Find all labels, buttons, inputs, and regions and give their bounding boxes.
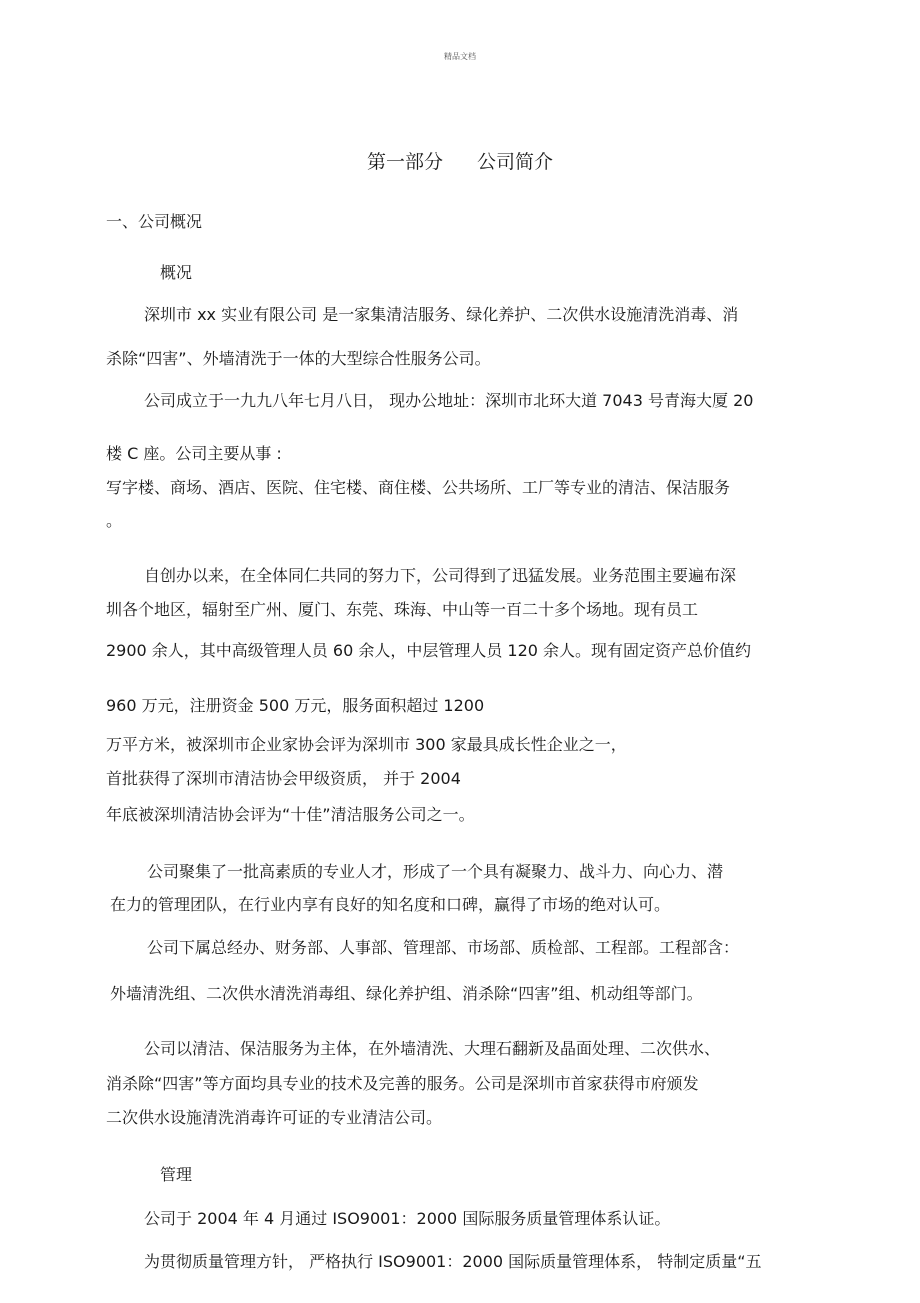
subheading-management: 管理 — [160, 1165, 193, 1184]
paragraph-line: 外墙清洗组、二次供水清洗消毒组、绿化养护组、消杀除“四害”组、机动组等部门。 — [110, 984, 703, 1003]
paragraph-line: 。 — [106, 511, 123, 530]
page-title — [0, 150, 920, 174]
page-header: 精品文档 — [444, 52, 476, 61]
paragraph-line: 在力的管理团队，在行业内享有良好的知名度和口碑，赢得了市场的绝对认可。 — [110, 895, 671, 914]
paragraph-line: 消杀除“四害”等方面均具专业的技术及完善的服务。公司是深圳市首家获得市府颁发 — [106, 1074, 699, 1093]
paragraph-line: 二次供水设施清洗消毒许可证的专业清洁公司。 — [106, 1108, 443, 1127]
paragraph-line: 自创办以来，在全体同仁共同的努力下，公司得到了迅猛发展。业务范围主要遍布深 — [144, 566, 737, 585]
title-part: 第一部分 — [366, 151, 443, 173]
paragraph-line: 为贯彻质量管理方针， 严格执行 ISO9001：2000 国际质量管理体系， 特制定质量“五 — [144, 1252, 762, 1271]
paragraph-line: 深圳市 xx 实业有限公司 是一家集清洁服务、绿化养护、二次供水设施清洗消毒、消 — [144, 305, 739, 324]
paragraph-line: 首批获得了深圳市清洁协会甲级资质， 并于 2004 — [106, 769, 461, 788]
paragraph-line: 公司聚集了一批高素质的专业人才，形成了一个具有凝聚力、战斗力、向心力、潜 — [147, 862, 724, 881]
title-name: 公司简介 — [477, 151, 554, 173]
paragraph-line: 圳各个地区，辐射至广州、厦门、东莞、珠海、中山等一百二十多个场地。现有员工 — [106, 600, 699, 619]
paragraph-line: 年底被深圳清洁协会评为“十佳”清洁服务公司之一。 — [106, 805, 475, 824]
paragraph-line: 公司以清洁、保洁服务为主体，在外墙清洗、大理石翻新及晶面处理、二次供水、 — [144, 1039, 721, 1058]
paragraph-line: 写字楼、商场、酒店、医院、住宅楼、商住楼、公共场所、工厂等专业的清洁、保洁服务 — [106, 478, 731, 497]
paragraph-line: 杀除“四害”、外墙清洗于一体的大型综合性服务公司。 — [106, 349, 491, 368]
section-heading: 一、公司概况 — [106, 212, 203, 231]
paragraph-line: 2900 余人，其中高级管理人员 60 余人，中层管理人员 120 余人。现有固定资产总价值约 — [106, 641, 752, 660]
paragraph-line: 万平方米，被深圳市企业家协会评为深圳市 300 家最具成长性企业之一， — [106, 735, 627, 754]
paragraph-line: 公司成立于一九九八年七月八日， 现办公地址：深圳市北环大道 7043 号青海大厦 20 — [144, 391, 754, 410]
paragraph-line: 楼 C 座。公司主要从事 : — [106, 444, 282, 463]
subheading-overview: 概况 — [160, 263, 193, 282]
paragraph-line: 公司于 2004 年 4 月通过 ISO9001：2000 国际服务质量管理体系认证。 — [144, 1209, 671, 1228]
paragraph-line: 960 万元，注册资金 500 万元，服务面积超过 1200 — [106, 696, 485, 715]
paragraph-line: 公司下属总经办、财务部、人事部、管理部、市场部、质检部、工程部。工程部含： — [147, 938, 740, 957]
